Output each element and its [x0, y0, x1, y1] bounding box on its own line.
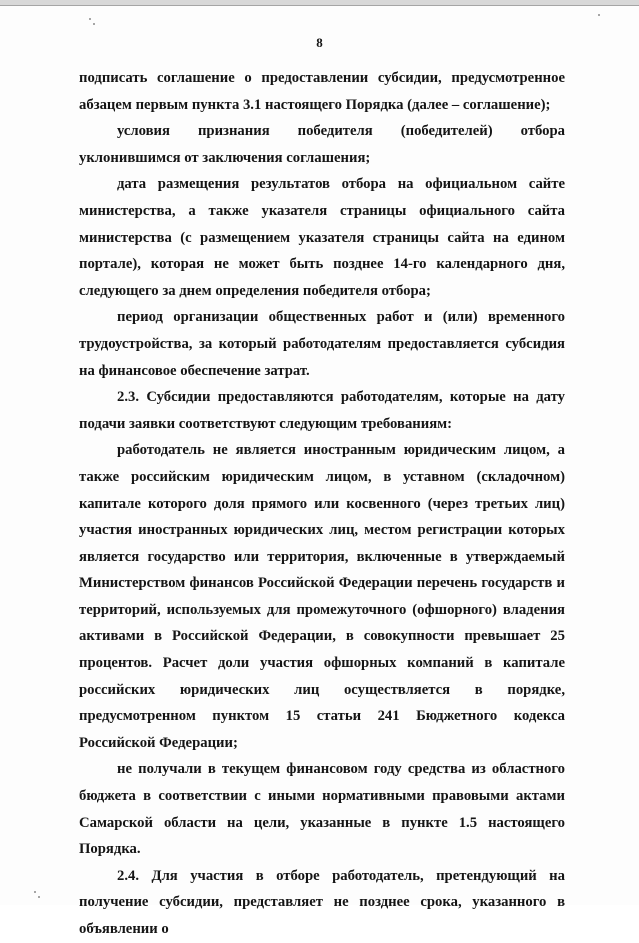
scan-top-rule [0, 0, 639, 6]
scan-dot [93, 23, 95, 25]
page-number: 8 [316, 35, 323, 50]
document-text [79, 65, 565, 943]
scan-dot [34, 891, 36, 893]
paragraph-clause-2-3: 2.3. Субсидии предоставляются работодателям, которые на дату подачи заявки соответствуют следующим требованиям: [79, 389, 565, 432]
paragraph-results-publication: дата размещения результатов отбора на официальном сайте министерства, а также указателя страницы официального сайта министерства (с размещением указателя страницы сайта на едином портале), которая не может быть позднее 14-го календарного дня, следующего за днем определения победителя отбора; [79, 176, 565, 299]
scan-dot [89, 18, 91, 20]
paragraph-continuation: подписать соглашение о предоставлении субсидии, предусмотренное абзацем первым пункта 3.1 настоящего Порядка (далее – соглашение); [79, 70, 565, 113]
paragraph-clause-2-4: 2.4. Для участия в отборе работодатель, претендующий на получение субсидии, представляет не позднее срока, указанного в объявлении о [79, 867, 565, 937]
paragraph-employment-period: период организации общественных работ и (или) временного трудоустройства, за который работодателям предоставляется субсидия на финансовое обеспечение затрат. [79, 309, 565, 379]
scan-dot [598, 14, 600, 16]
scan-dot [38, 896, 40, 898]
paragraph-refusal-conditions: условия признания победителя (победителей) отбора уклонившимся от заключения соглашения; [79, 123, 565, 166]
paragraph-regional-funds-requirement: не получали в текущем финансовом году средства из областного бюджета в соответствии с иными нормативными правовыми актами Самарской области на цели, указанные в пункте 1.5 настоящего Порядка. [79, 761, 565, 858]
paragraph-foreign-entity-requirement: работодатель не является иностранным юридическим лицом, а также российским юридическим лицом, в уставном (складочном) капитале которого доля прямого или косвенного (через третьих лиц) участия иностранных юридических лиц, местом регистрации которых является государство или территория, включенные в утверждаемый Министерством финансов Российской Федерации перечень государств и территорий, используемых для промежуточного (офшорного) владения активами в Российской Федерации, в совокупности превышает 25 процентов. Расчет доли участия офшорных компаний в капитале российских юридических лиц осуществляется в порядке, предусмотренном пунктом 15 статьи 241 Бюджетного кодекса Российской Федерации; [79, 442, 565, 751]
